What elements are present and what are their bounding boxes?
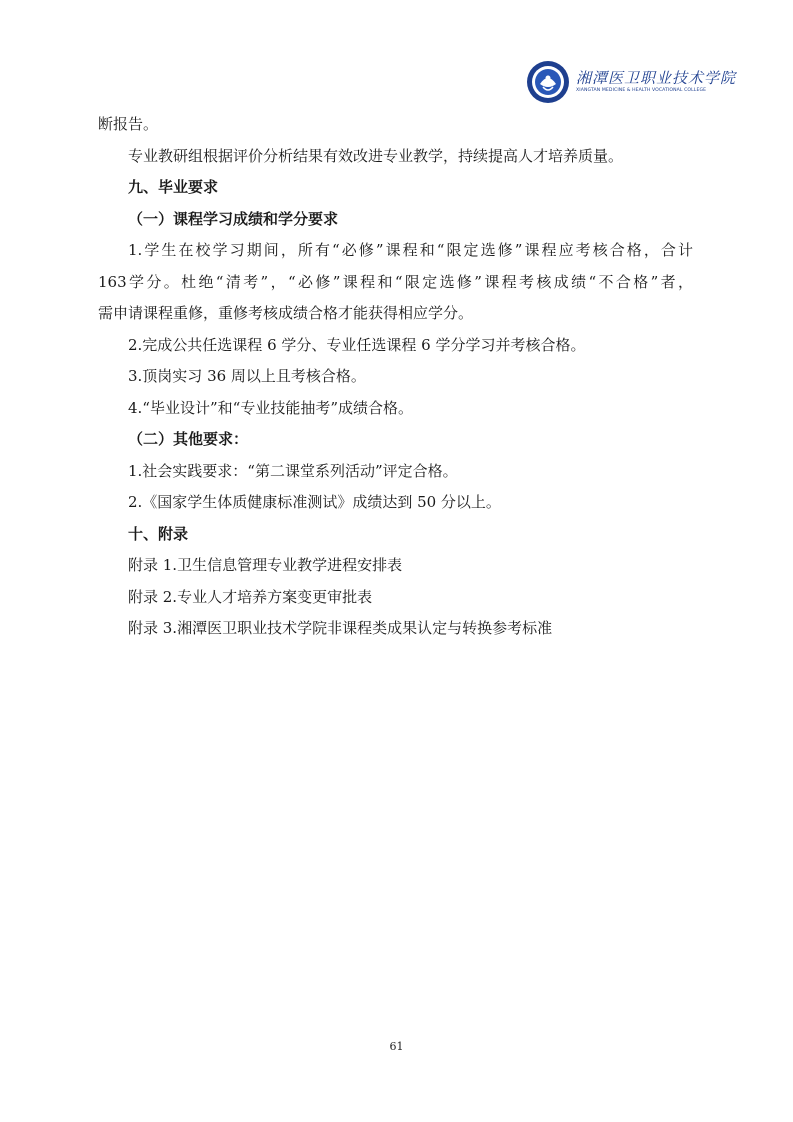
credit-requirement-line-3: 需申请课程重修，重修考核成绩合格才能获得相应学分。 (98, 304, 474, 322)
page-number: 61 (389, 1040, 404, 1053)
logo-chinese-name: 湘潭医卫职业技术学院 (576, 69, 737, 87)
document-body (98, 109, 693, 645)
subsection-heading-other: （二）其他要求： (128, 430, 249, 448)
design-exam-requirement: 4.“毕业设计”和“专业技能抽考”成绩合格。 (128, 398, 413, 417)
internship-requirement: 3.顶岗实习 36 周以上且考核合格。 (128, 367, 366, 385)
credit-requirement-line-2: 163学分。杜绝“清考”，“必修”课程和“限定选修”课程考核成绩“不合格”者， (98, 272, 693, 291)
section-heading-graduation: 九、毕业要求 (128, 178, 219, 196)
elective-requirement: 2.完成公共任选课程 6 学分、专业任选课程 6 学分学习并考核合格。 (128, 335, 586, 354)
paragraph-continuation: 断报告。 (98, 115, 159, 133)
social-practice-requirement: 1.社会实践要求：“第二课堂系列活动”评定合格。 (128, 461, 458, 480)
fitness-test-requirement: 2.《国家学生体质健康标准测试》成绩达到 50 分以上。 (128, 493, 501, 511)
credit-requirement-line-1: 1.学生在校学习期间，所有“必修”课程和“限定选修”课程应考核合格，合计 (128, 241, 693, 259)
logo-english-name: XIANGTAN MEDICINE & HEALTH VOCATIONAL COLLEGE (576, 88, 707, 93)
college-logo (526, 60, 736, 104)
section-heading-appendix: 十、附录 (128, 524, 189, 543)
paragraph-improvement: 专业教研组根据评价分析结果有效改进专业教学，持续提高人才培养质量。 (128, 146, 624, 165)
subsection-heading-credits: （一）课程学习成绩和学分要求 (128, 209, 339, 228)
college-emblem-icon (526, 60, 570, 104)
appendix-item-1: 附录 1.卫生信息管理专业教学进程安排表 (128, 556, 403, 574)
appendix-item-2: 附录 2.专业人才培养方案变更审批表 (128, 587, 373, 606)
appendix-item-3: 附录 3.湘潭医卫职业技术学院非课程类成果认定与转换参考标准 (128, 619, 553, 637)
